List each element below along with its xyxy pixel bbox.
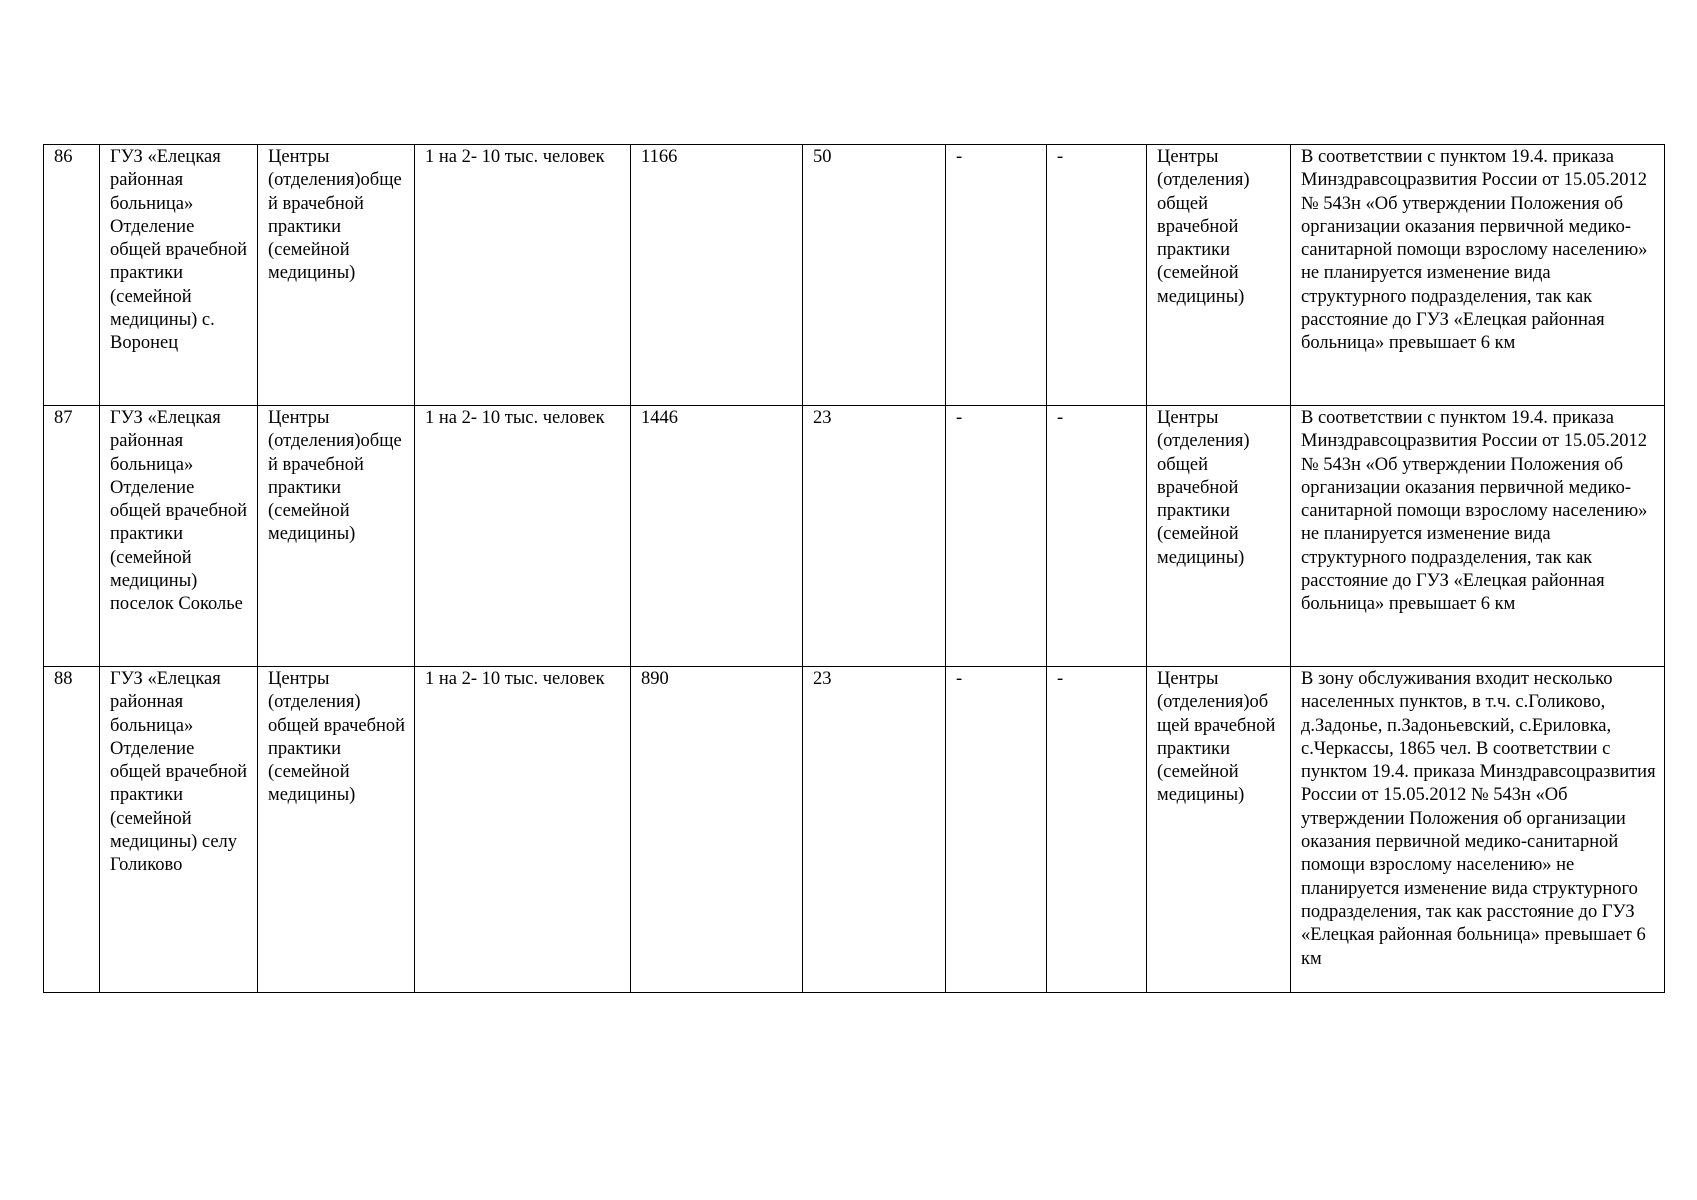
population: 890 <box>631 667 803 993</box>
table-row <box>44 145 1665 406</box>
planned-type: Центры (отделения) общей врачебной практики (семейной медицины) <box>1147 145 1291 406</box>
column-7: - <box>946 145 1047 406</box>
facility-name: ГУЗ «Елецкая районная больница» Отделение общей врачебной практики (семейной медицины) поселок Соколье <box>100 406 258 667</box>
population: 1446 <box>631 406 803 667</box>
note: В соответствии с пунктом 19.4. приказа Минздравсоцразвития России от 15.05.2012 № 543н «Об утверждении Положения об организации оказания первичной медико-санитарной помощи взрослому населению» не планируется изменение вида структурного подразделения, так как расстояние до ГУЗ «Елецкая районная больница» превышает 6 км <box>1291 145 1665 406</box>
column-8: - <box>1047 667 1147 993</box>
facility-type: Центры (отделения) общей врачебной практики (семейной медицины) <box>258 667 415 993</box>
population: 1166 <box>631 145 803 406</box>
facility-name: ГУЗ «Елецкая районная больница» Отделение общей врачебной практики (семейной медицины) с. Воронец <box>100 145 258 406</box>
table-row <box>44 406 1665 667</box>
distance: 23 <box>803 667 946 993</box>
note: В соответствии с пунктом 19.4. приказа Минздравсоцразвития России от 15.05.2012 № 543н «Об утверждении Положения об организации оказания первичной медико-санитарной помощи взрослому населению» не планируется изменение вида структурного подразделения, так как расстояние до ГУЗ «Елецкая районная больница» превышает 6 км <box>1291 406 1665 667</box>
facility-type: Центры (отделения)общей врачебной практики (семейной медицины) <box>258 406 415 667</box>
facilities-table <box>43 144 1665 993</box>
table-row <box>44 667 1665 993</box>
column-7: - <box>946 667 1047 993</box>
facility-name: ГУЗ «Елецкая районная больница» Отделение общей врачебной практики (семейной медицины) селу Голиково <box>100 667 258 993</box>
column-8: - <box>1047 406 1147 667</box>
row-number: 88 <box>44 667 100 993</box>
planned-type: Центры (отделения) общей врачебной практики (семейной медицины) <box>1147 406 1291 667</box>
staffing-norm: 1 на 2- 10 тыс. человек <box>415 667 631 993</box>
staffing-norm: 1 на 2- 10 тыс. человек <box>415 406 631 667</box>
planned-type: Центры (отделения)общей врачебной практики (семейной медицины) <box>1147 667 1291 993</box>
column-8: - <box>1047 145 1147 406</box>
distance: 23 <box>803 406 946 667</box>
staffing-norm: 1 на 2- 10 тыс. человек <box>415 145 631 406</box>
column-7: - <box>946 406 1047 667</box>
note: В зону обслуживания входит несколько населенных пунктов, в т.ч. с.Голиково, д.Задонье, п.Задоньевский, с.Ериловка, с.Черкассы, 1865 чел. В соответствии с пунктом 19.4. приказа Минздравсоцразвития России от 15.05.2012 № 543н «Об утверждении Положения об организации оказания первичной медико-санитарной помощи взрослому населению» не планируется изменение вида структурного подразделения, так как расстояние до ГУЗ «Елецкая районная больница» превышает 6 км <box>1291 667 1665 993</box>
row-number: 86 <box>44 145 100 406</box>
facility-type: Центры (отделения)общей врачебной практики (семейной медицины) <box>258 145 415 406</box>
row-number: 87 <box>44 406 100 667</box>
distance: 50 <box>803 145 946 406</box>
